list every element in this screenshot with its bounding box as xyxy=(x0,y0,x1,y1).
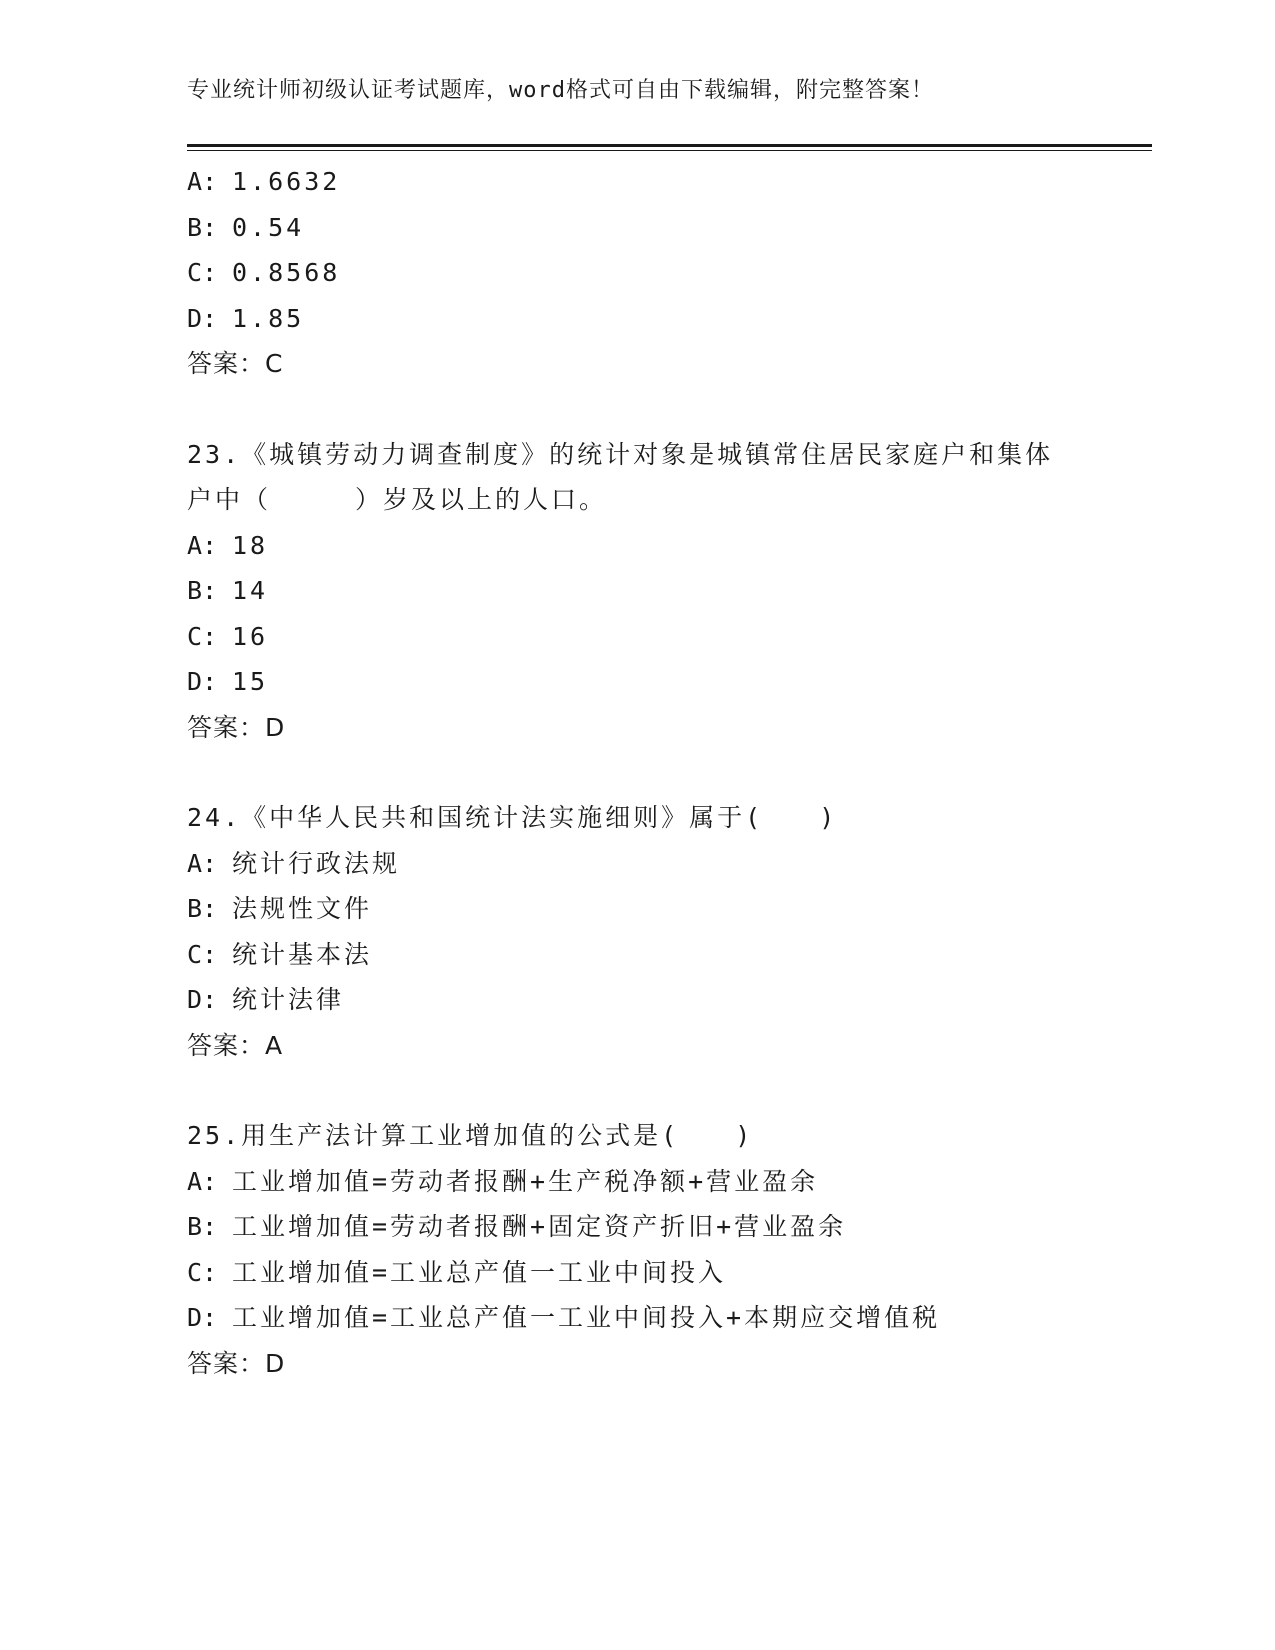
option-a: A: 1.6632 xyxy=(187,167,341,196)
answer-line: 答案：A xyxy=(187,1030,284,1060)
question-stem-cont: 户中（ ）岁及以上的人口。 xyxy=(187,485,608,514)
option-c: C: 工业增加值=工业总产值一工业中间投入 xyxy=(187,1257,727,1287)
option-b: B: 法规性文件 xyxy=(187,894,373,923)
document-content xyxy=(187,159,1152,1386)
option-c: C: 0.8568 xyxy=(187,258,341,287)
header-rule-thick xyxy=(187,144,1152,147)
spacer xyxy=(187,1068,1152,1113)
option-a: A: 工业增加值=劳动者报酬+生产税净额+营业盈余 xyxy=(187,1166,819,1196)
answer-line: 答案：D xyxy=(187,712,286,742)
answer-line: 答案：C xyxy=(187,349,284,378)
spacer xyxy=(187,387,1152,432)
header-rule-thin xyxy=(187,150,1152,151)
option-a: A: 18 xyxy=(187,530,269,560)
answer-line: 答案：D xyxy=(187,1348,286,1378)
option-a: A: 统计行政法规 xyxy=(187,848,401,878)
option-b: B: 工业增加值=劳动者报酬+固定资产折旧+营业盈余 xyxy=(187,1212,847,1241)
option-d: D: 15 xyxy=(187,667,269,696)
option-d: D: 统计法律 xyxy=(187,985,345,1014)
option-b: B: 0.54 xyxy=(187,212,305,242)
question-23 xyxy=(187,432,1152,751)
question-25 xyxy=(187,1113,1152,1386)
question-24 xyxy=(187,795,1152,1068)
option-d: D: 1.85 xyxy=(187,303,305,333)
question-22-options xyxy=(187,159,1152,387)
question-stem: 24.《中华人民共和国统计法实施细则》属于( ) xyxy=(187,803,838,832)
question-stem: 23.《城镇劳动力调查制度》的统计对象是城镇常住居民家庭户和集体 xyxy=(187,439,1054,469)
option-b: B: 14 xyxy=(187,576,269,605)
page-header: 专业统计师初级认证考试题库，word格式可自由下载编辑，附完整答案！ xyxy=(187,78,934,103)
option-c: C: 16 xyxy=(187,621,269,651)
question-stem: 25.用生产法计算工业增加值的公式是( ) xyxy=(187,1121,754,1150)
option-c: C: 统计基本法 xyxy=(187,939,373,969)
option-d: D: 工业增加值=工业总产值一工业中间投入+本期应交增值税 xyxy=(187,1303,941,1332)
spacer xyxy=(187,750,1152,795)
